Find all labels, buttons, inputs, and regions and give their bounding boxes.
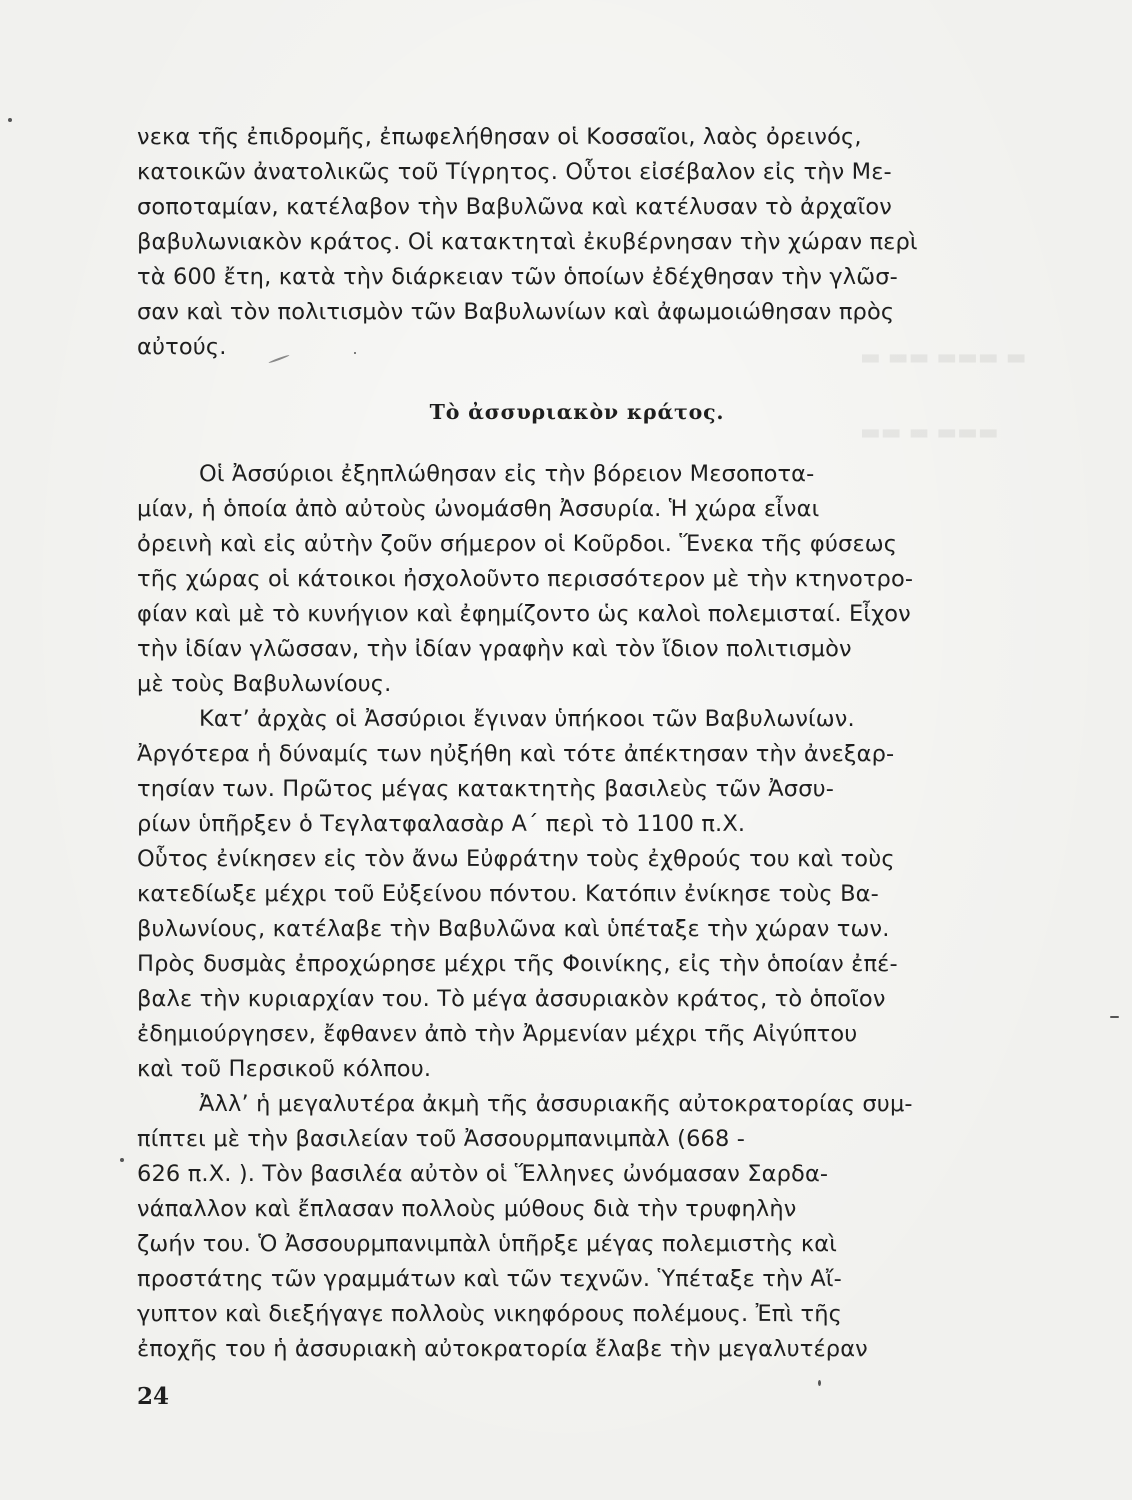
- text-line: τησίαν των. Πρῶτος μέγας κατακτητὴς βασιλεὺς τῶν Ἀσσυ-: [137, 776, 835, 802]
- text-line: σοποταμίαν, κατέλαβον τὴν Βαβυλῶνα καὶ κατέλυσαν τὸ ἀρχαῖον: [137, 194, 893, 220]
- text-line: γυπτον καὶ διεξήγαγε πολλοὺς νικηφόρους πολέμους. Ἐπὶ τῆς: [137, 1301, 842, 1327]
- section-heading: Τὸ ἀσσυριακὸν κράτος.: [429, 400, 725, 424]
- dust-speck: [354, 352, 356, 354]
- text-line: ρίων ὑπῆρξεν ὁ Τεγλατφαλασὰρ Α΄ περὶ τὸ 1100 π.Χ.: [137, 811, 746, 837]
- dust-speck: [1110, 1016, 1119, 1018]
- text-line: μὲ τοὺς Βαβυλωνίους.: [137, 671, 392, 697]
- text-line: 626 π.Χ. ). Τὸν βασιλέα αὐτὸν οἱ Ἕλληνες ὠνόμασαν Σαρδα-: [137, 1161, 829, 1187]
- text-line: Ἀλλ’ ἡ μεγαλυτέρα ἀκμὴ τῆς ἀσσυριακῆς αὐτοκρατορίας συμ-: [199, 1091, 913, 1117]
- show-through-bleed: ▬▬ ▬ ▬▬▬: [860, 420, 999, 445]
- text-line: μίαν, ἡ ὁποία ἀπὸ αὐτοὺς ὠνομάσθη Ἀσσυρία. Ἡ χώρα εἶναι: [137, 496, 820, 522]
- text-line: ἐδημιούργησεν, ἔφθανεν ἀπὸ τὴν Ἀρμενίαν μέχρι τῆς Αἰγύπτου: [137, 1021, 858, 1047]
- text-line: τῆς χώρας οἱ κάτοικοι ἠσχολοῦντο περισσότερον μὲ τὴν κτηνοτρο-: [137, 566, 914, 592]
- text-line: βαβυλωνιακὸν κράτος. Οἱ κατακτηταὶ ἐκυβέρνησαν τὴν χώραν περὶ: [137, 229, 918, 255]
- page-number: 24: [137, 1383, 170, 1410]
- text-line: βυλωνίους, κατέλαβε τὴν Βαβυλῶνα καὶ ὑπέταξε τὴν χώραν των.: [137, 916, 890, 942]
- dust-speck: [268, 354, 289, 363]
- dust-speck: [8, 118, 12, 122]
- text-line: αὐτούς.: [137, 334, 227, 360]
- text-line: βαλε τὴν κυριαρχίαν του. Τὸ μέγα ἀσσυριακὸν κράτος, τὸ ὁποῖον: [137, 986, 886, 1012]
- text-line: Ἀργότερα ἡ δύναμίς των ηὐξήθη καὶ τότε ἀπέκτησαν τὴν ἀνεξαρ-: [137, 741, 895, 767]
- text-line: ἐποχῆς του ἡ ἀσσυριακὴ αὐτοκρατορία ἔλαβε τὴν μεγαλυτέραν: [137, 1336, 868, 1362]
- text-line: Κατ’ ἀρχὰς οἱ Ἀσσύριοι ἔγιναν ὑπήκοοι τῶν Βαβυλωνίων.: [199, 706, 855, 732]
- text-line: ζωήν του. Ὁ Ἀσσουρμπανιμπὰλ ὑπῆρξε μέγας πολεμιστὴς καὶ: [137, 1231, 837, 1257]
- text-line: φίαν καὶ μὲ τὸ κυνήγιον καὶ ἐφημίζοντο ὡς καλοὶ πολεμισταί. Εἶχον: [137, 601, 911, 627]
- text-line: πίπτει μὲ τὴν βασιλείαν τοῦ Ἀσσουρμπανιμπὰλ (668 -: [137, 1126, 746, 1152]
- text-line: νεκα τῆς ἐπιδρομῆς, ἐπωφελήθησαν οἱ Κοσσαῖοι, λαὸς ὀρεινός,: [137, 124, 862, 150]
- text-line: Οἱ Ἀσσύριοι ἐξηπλώθησαν εἰς τὴν βόρειον Μεσοποτα-: [199, 461, 815, 487]
- text-line: κατοικῶν ἀνατολικῶς τοῦ Τίγρητος. Οὗτοι εἰσέβαλον εἰς τὴν Με-: [137, 159, 892, 185]
- text-line: καὶ τοῦ Περσικοῦ κόλπου.: [137, 1056, 432, 1082]
- dust-speck: [818, 1380, 821, 1386]
- text-line: προστάτης τῶν γραμμάτων καὶ τῶν τεχνῶν. Ὑπέταξε τὴν Αἴ-: [137, 1266, 842, 1292]
- text-line: Πρὸς δυσμὰς ἐπροχώρησε μέχρι τῆς Φοινίκης, εἰς τὴν ὁποίαν ἐπέ-: [137, 951, 898, 977]
- show-through-bleed: ▬ ▬▬ ▬▬▬ ▬: [860, 345, 1027, 370]
- text-line: Οὗτος ἐνίκησεν εἰς τὸν ἄνω Εὐφράτην τοὺς ἐχθρούς του καὶ τοὺς: [137, 846, 895, 872]
- dust-speck: [120, 1158, 124, 1162]
- text-line: σαν καὶ τὸν πολιτισμὸν τῶν Βαβυλωνίων καὶ ἀφωμοιώθησαν πρὸς: [137, 299, 895, 325]
- text-line: νάπαλλον καὶ ἔπλασαν πολλοὺς μύθους διὰ τὴν τρυφηλὴν: [137, 1196, 797, 1222]
- text-line: ὀρεινὴ καὶ εἰς αὐτὴν ζοῦν σήμερον οἱ Κοῦρδοι. Ἕνεκα τῆς φύσεως: [137, 531, 898, 557]
- text-line: κατεδίωξε μέχρι τοῦ Εὐξείνου πόντου. Κατόπιν ἐνίκησε τοὺς Βα-: [137, 881, 879, 907]
- text-line: τὰ 600 ἔτη, κατὰ τὴν διάρκειαν τῶν ὁποίων ἐδέχθησαν τὴν γλῶσ-: [137, 264, 898, 290]
- text-line: τὴν ἰδίαν γλῶσσαν, τὴν ἰδίαν γραφὴν καὶ τὸν ἴδιον πολιτισμὸν: [137, 636, 852, 662]
